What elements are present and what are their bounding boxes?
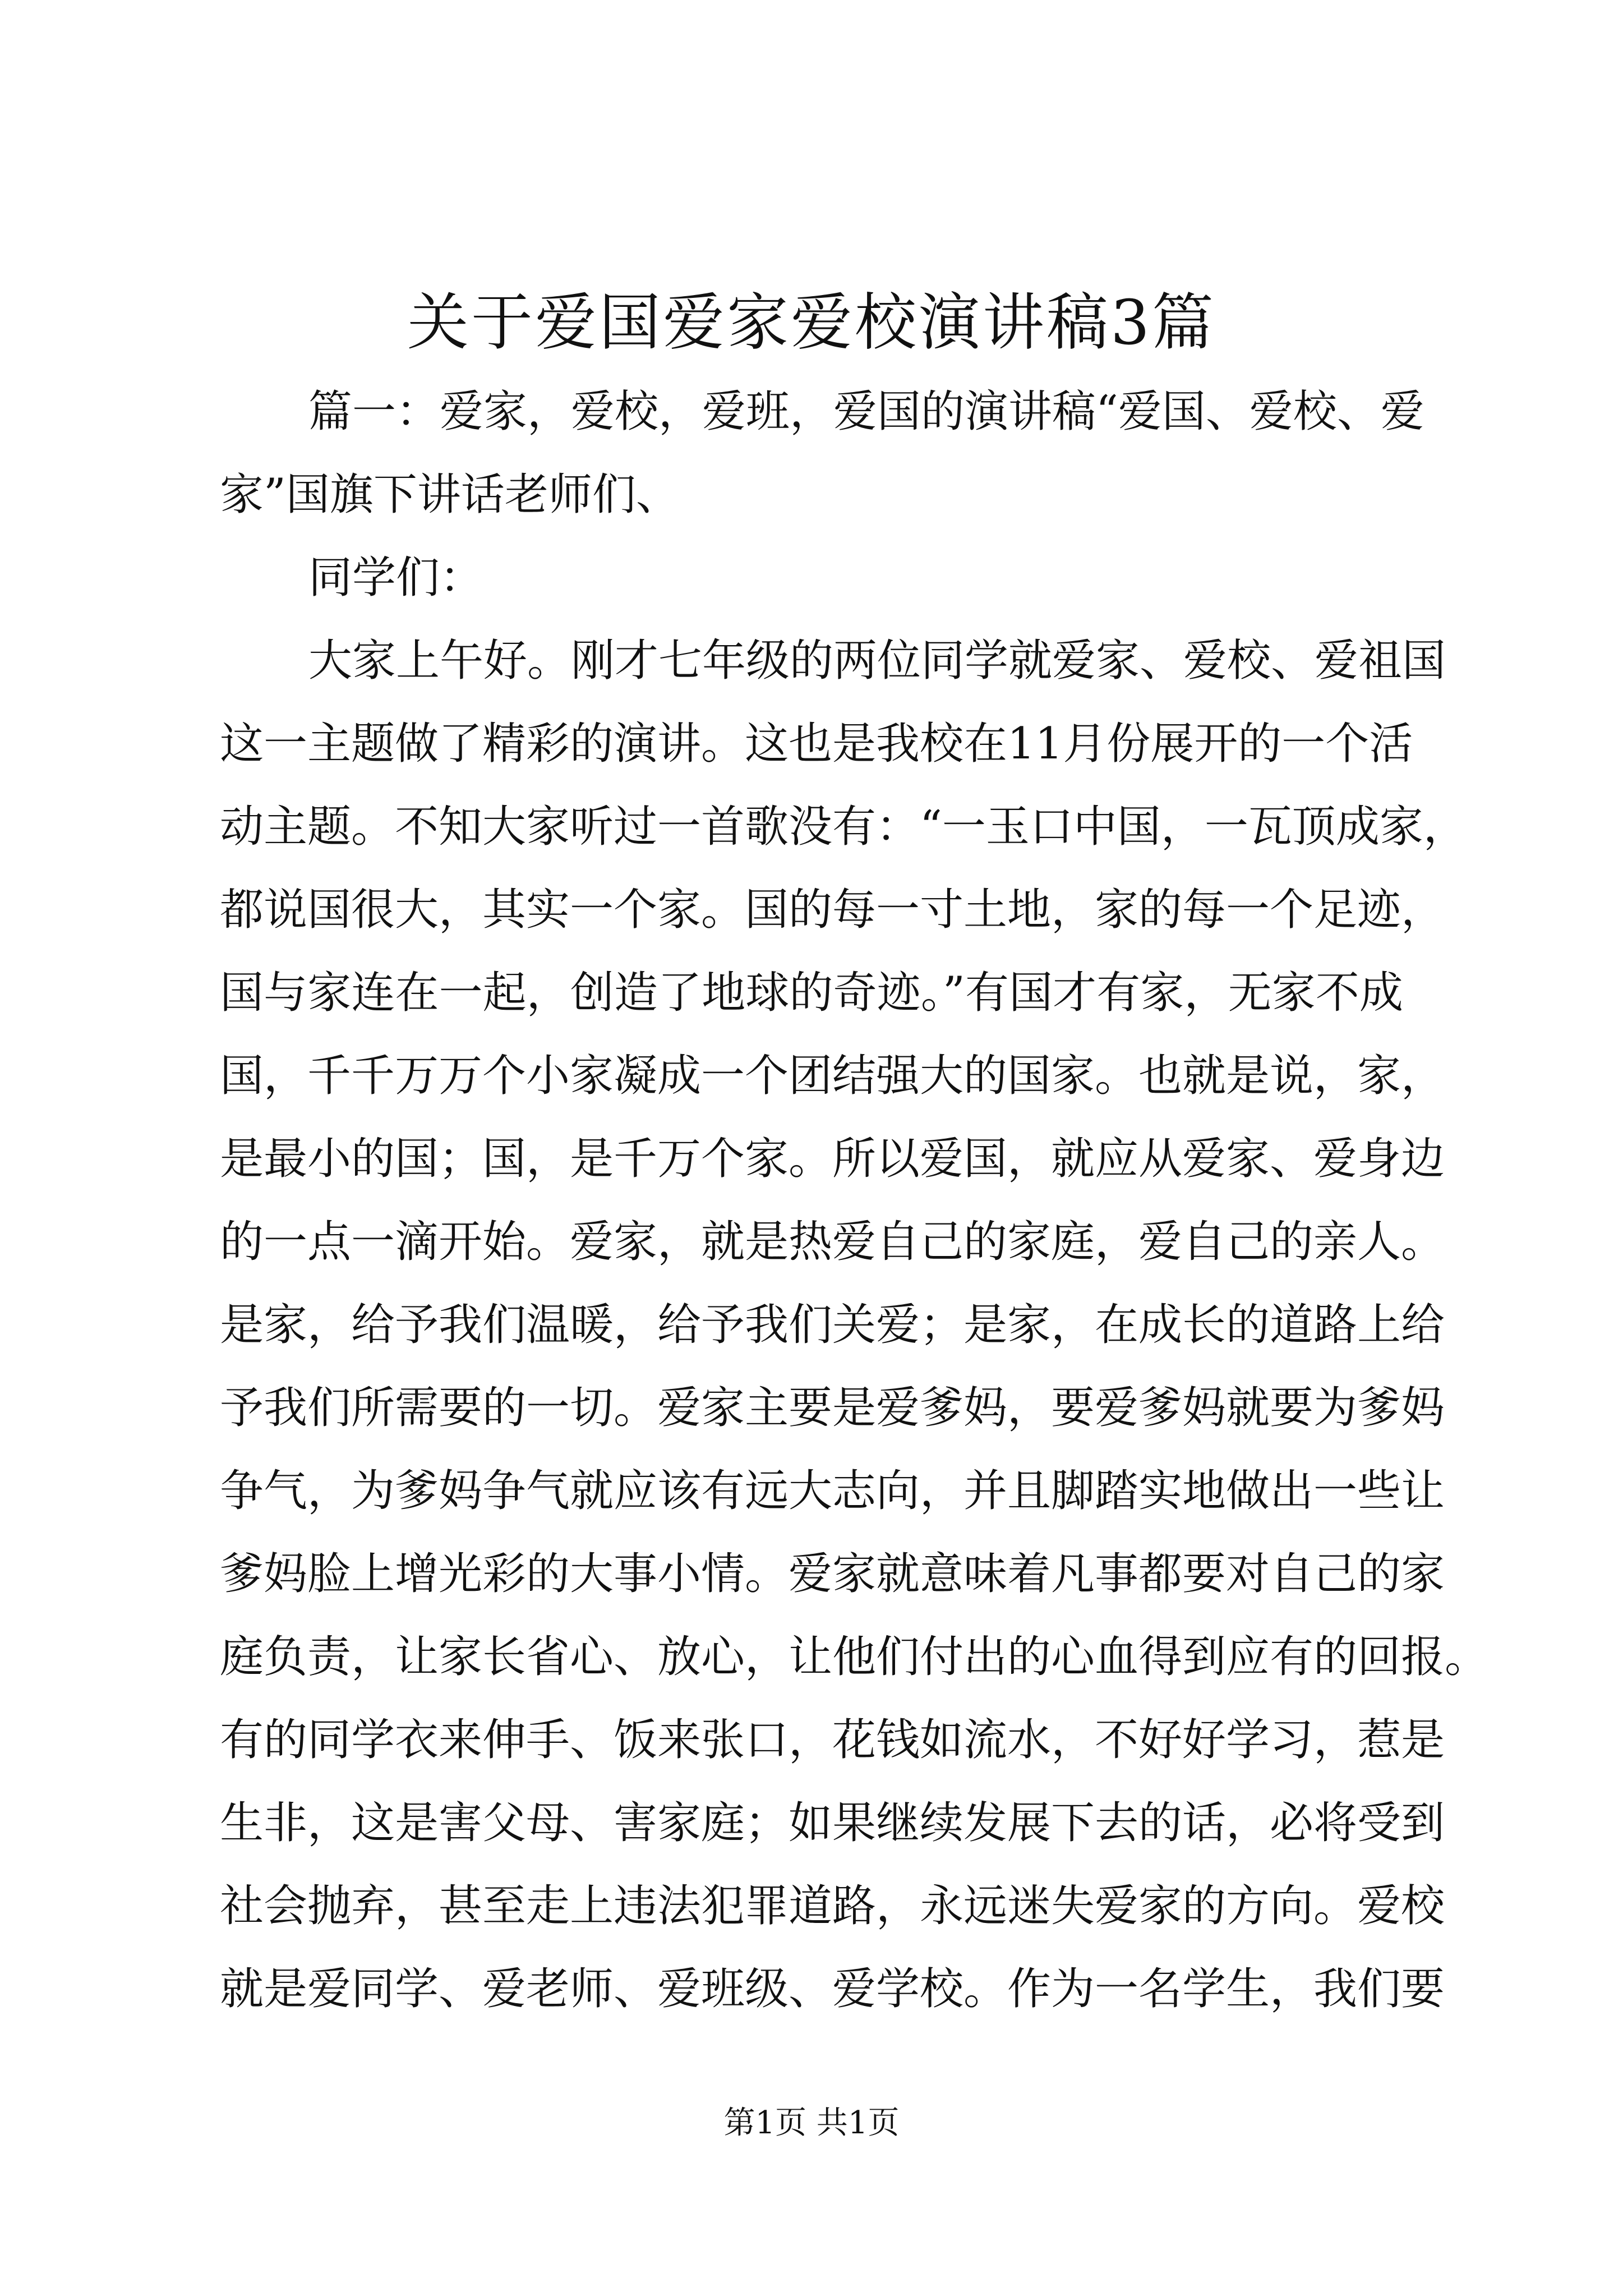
body-line: 的一点一滴开始。爱家，就是热爱自己的家庭，爱自己的亲人。 [220, 1217, 1445, 1267]
body-line: 都说国很大，其实一个家。国的每一寸土地，家的每一个足迹， [220, 885, 1445, 935]
body-line: 国，千千万万个小家凝成一个团结强大的国家。也就是说，家， [220, 1051, 1445, 1101]
document-body [220, 370, 1489, 2031]
body-line: 生非，这是害父母、害家庭；如果继续发展下去的话，必将受到 [220, 1798, 1445, 1848]
body-line: 有的同学衣来伸手、饭来张口，花钱如流水，不好好学习，惹是 [220, 1715, 1445, 1765]
body-line: 是最小的国；国，是千万个家。所以爱国，就应从爱家、爱身边 [220, 1134, 1445, 1184]
body-line: 爹妈脸上增光彩的大事小情。爱家就意味着凡事都要对自己的家 [220, 1549, 1445, 1599]
document-title: 关于爱国爱家爱校演讲稿3篇 [407, 287, 1216, 358]
body-line: 社会抛弃，甚至走上违法犯罪道路，永远迷失爱家的方向。爱校 [220, 1881, 1445, 1931]
body-line: 是家，给予我们温暖，给予我们关爱；是家，在成长的道路上给 [220, 1300, 1445, 1350]
body-line: 予我们所需要的一切。爱家主要是爱爹妈，要爱爹妈就要为爹妈 [220, 1383, 1445, 1433]
body-line: 家”国旗下讲话老师们、 [220, 470, 680, 520]
body-line: 动主题。不知大家听过一首歌没有：“一玉口中国，一瓦顶成家， [220, 802, 1467, 852]
body-line: 这一主题做了精彩的演讲。这也是我校在11月份展开的一个活 [220, 719, 1413, 769]
body-line: 争气，为爹妈争气就应该有远大志向，并且脚踏实地做出一些让 [220, 1466, 1445, 1516]
page-footer: 第1页 共1页 [723, 2105, 900, 2141]
body-line: 同学们： [308, 553, 484, 603]
body-line: 大家上午好。刚才七年级的两位同学就爱家、爱校、爱祖国 [308, 636, 1446, 686]
body-line: 国与家连在一起，创造了地球的奇迹。”有国才有家，无家不成 [220, 968, 1403, 1018]
body-line: 篇一：爱家，爱校，爱班，爱国的演讲稿“爱国、爱校、爱 [308, 386, 1424, 437]
body-line: 庭负责，让家长省心、放心，让他们付出的心血得到应有的回报。 [220, 1632, 1489, 1682]
body-line: 就是爱同学、爱老师、爱班级、爱学校。作为一名学生，我们要 [220, 1964, 1445, 2014]
